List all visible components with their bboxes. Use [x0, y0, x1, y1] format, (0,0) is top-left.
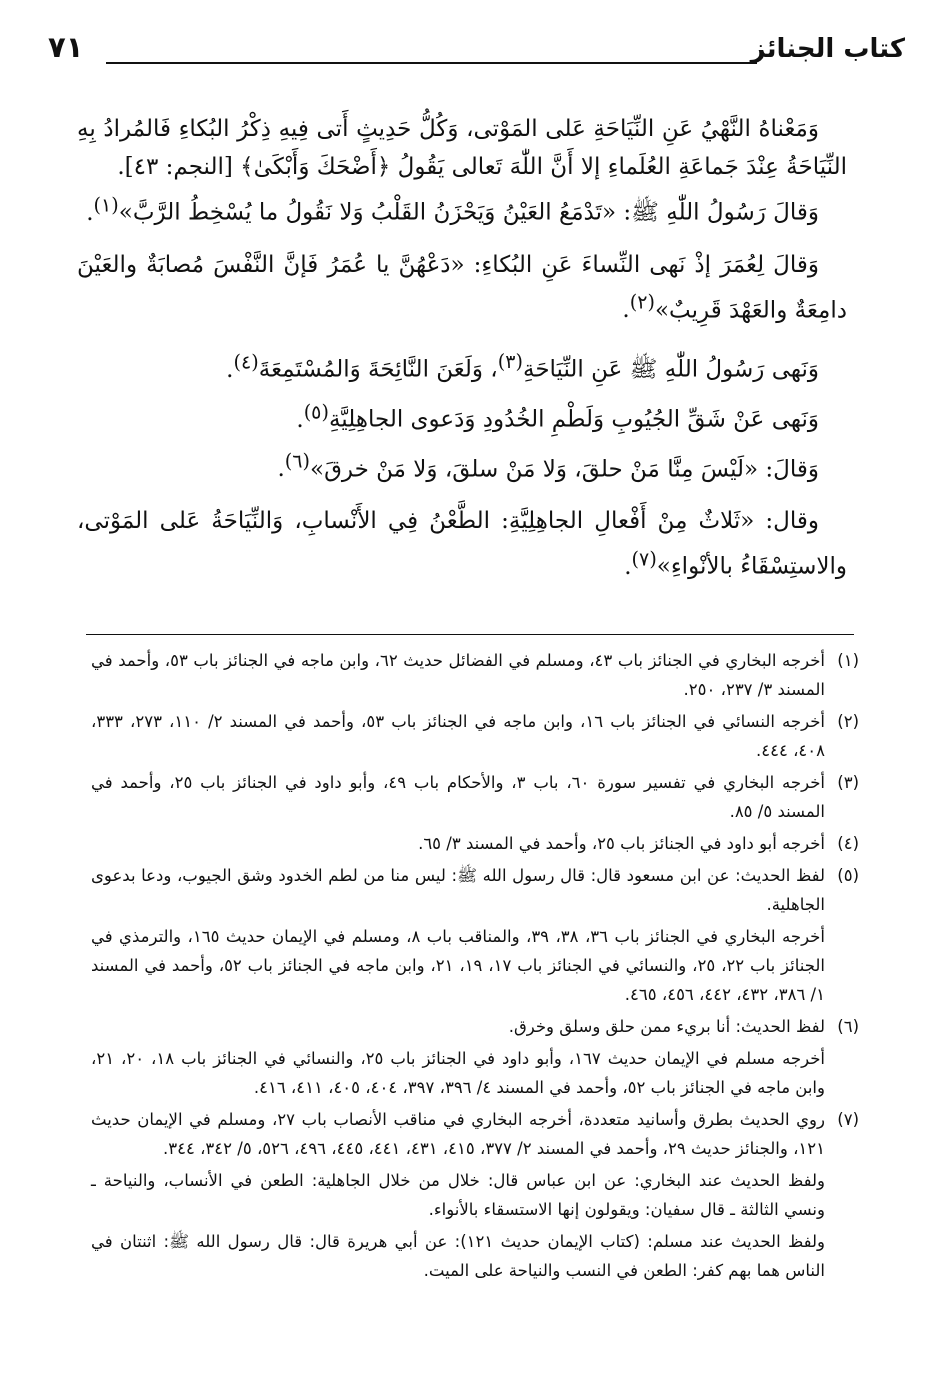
- paragraph-end: .: [296, 406, 304, 433]
- paragraph: [77, 443, 847, 489]
- paragraph-end: .: [226, 356, 234, 383]
- paragraph-text: وَقالَ لِعُمَرَ إذْ نَهى النِّساءَ عَنِ البُكاءِ: «دَعْهُنَّ يا عُمَرُ فَإنَّ النَّفْسَ مُصابَةٌ والعَيْنَ دامِعَةٌ والعَهْدَ قَرِيبٌ»: [77, 251, 847, 324]
- paragraph-text-continued: ، وَلَعَنَ النَّائِحَةَ وَالمُسْتَمِعَةَ: [258, 356, 498, 383]
- footnote-text: لفظ الحديث: عن ابن مسعود قال: قال رسول الله ﷺ: ليس منا من لطم الخدود وشق الجيوب، ودعا بدعوى الجاهلية.: [91, 866, 825, 914]
- footnote-ref: (٦): [284, 449, 311, 473]
- footnote-text: روي الحديث بطرق وأسانيد متعددة، أخرجه البخاري في مناقب الأنصاب باب ٢٧، ومسلم في الإيمان حديث ١٢١، والجنائز حديث ٢٩، وأحمد في المسند ٢/ ٣٧٧، ٤١٥، ٤٣١، ٤٤١، ٤٤٥، ٤٩٦، ٥٢٦، ٥/ ٣٤٢، ٣٤٤.: [91, 1110, 825, 1158]
- footnote-ref: (٧): [631, 547, 657, 571]
- paragraph-end: .: [117, 154, 125, 180]
- paragraph-end: .: [624, 553, 632, 580]
- paragraph-end: .: [86, 199, 94, 226]
- footnote-ref: (٢): [629, 290, 655, 314]
- paragraph-end: .: [622, 297, 630, 324]
- paragraph: [77, 246, 847, 330]
- footnote: [91, 768, 859, 826]
- footnote-number: (٤): [837, 834, 859, 853]
- footnote: [91, 861, 859, 1009]
- footnote-text: لفظ الحديث: أنا بريء ممن حلق وسلق وخرق.: [508, 1017, 825, 1036]
- paragraph-text: وَقالَ: «لَيْسَ مِنَّا مَنْ حلقَ، وَلا مَنْ سلقَ، وَلا مَنْ خرقَ»: [310, 456, 819, 483]
- chapter-title: كتاب الجنائز: [750, 34, 905, 64]
- footnotes: [91, 646, 859, 1285]
- paragraph: [77, 393, 847, 439]
- footnote-number: (١): [837, 651, 859, 670]
- footnote: [91, 646, 859, 704]
- footnote-ref: (٣): [497, 350, 523, 374]
- paragraph: [77, 502, 847, 586]
- paragraph-text: وَمَعْناهُ النَّهْيُ عَنِ النِّيَاحَةِ عَلى المَوْتى، وَكُلُّ حَدِيثٍ أَتى فِيهِ ذِكْرُ البُكاءِ فَالمُرادُ بِهِ النِّيَاحَةُ عِنْدَ جَماعَةِ العُلَماءِ إلا أَنَّ اللّٰهَ تَعالى يَقُولُ ﴿أَضْحَكَ وَأَبْكَىٰ﴾ [النجم: ٤٣]: [77, 116, 847, 180]
- paragraph-text: وَقالَ رَسُولُ اللّٰهِ ﷺ: «تَدْمَعُ العَيْنُ وَيَحْزَنُ القَلْبُ وَلا نَقُولُ ما يُسْخِطُ الرَّبَّ»: [118, 199, 819, 226]
- footnotes-separator: [86, 634, 854, 635]
- footnote-text: أخرجه البخاري في تفسير سورة ٦٠، باب ٣، والأحكام باب ٤٩، وأبو داود في الجنائز باب ٢٥، وأحمد في المسند ٥/ ٨٥.: [91, 773, 825, 821]
- footnote: [91, 707, 859, 765]
- footnote-ref: (٥): [303, 399, 329, 423]
- footnote: [91, 1105, 859, 1285]
- paragraph-text: وَنَهى رَسُولُ اللّٰهِ ﷺ عَنِ النِّيَاحَةِ: [522, 356, 819, 383]
- paragraph-text: وَنَهى عَنْ شَقِّ الجُيُوبِ وَلَطْمِ الخُدُودِ وَدَعوى الجاهِلِيَّةِ: [328, 406, 819, 433]
- footnote-number: (٥): [837, 866, 859, 885]
- footnote: [91, 829, 859, 858]
- footnote-text: أخرجه البخاري في الجنائز باب ٣٦، ٣٨، ٣٩، والمناقب باب ٨، ومسلم في الإيمان حديث ١٦٥، والترمذي في الجنائز باب ٢٢، ٢٥، والنسائي في الجنائز باب ١٧، ١٩، ٢١، وابن ماجه في الجنائز باب ٥٢، وأحمد في المسند ١/ ٣٨٦، ٤٣٢، ٤٤٢، ٤٥٦، ٤٦٥.: [91, 927, 826, 1004]
- footnote-ref: (٤): [233, 350, 259, 374]
- footnote-number: (٢): [837, 712, 859, 731]
- paragraph: [77, 343, 847, 389]
- running-header: [48, 30, 905, 70]
- footnote-text: أخرجه أبو داود في الجنائز باب ٢٥، وأحمد في المسند ٣/ ٦٥.: [418, 834, 825, 853]
- paragraph: [77, 110, 847, 186]
- footnote-text: أخرجه البخاري في الجنائز باب ٤٣، ومسلم في الفضائل حديث ٦٢، وابن ماجه في الجنائز باب ٥٣، وأحمد في المسند ٣/ ٢٣٧، ٢٥٠.: [91, 651, 825, 699]
- footnote-text: أخرجه النسائي في الجنائز باب ١٦، وابن ماجه في الجنائز باب ٥٣، وأحمد في المسند ٢/ ١١٠، ٢٧٣، ٣٣٣، ٤٠٨، ٤٤٤.: [91, 712, 825, 760]
- footnote: [91, 1012, 859, 1102]
- page-number: ٧١: [48, 30, 84, 64]
- footnote-number: (٣): [837, 773, 859, 792]
- paragraph-text: وقال: «ثَلاثٌ مِنْ أَفْعالِ الجاهِلِيَّةِ: الطَّعْنُ فِي الأَنْسابِ، وَالنِّيَاحَةُ عَلى المَوْتى، والاستِسْقَاءُ بالأنْواءِ»: [77, 508, 847, 580]
- paragraph: [77, 186, 847, 232]
- main-text: [77, 110, 847, 586]
- footnote-number: (٧): [837, 1110, 859, 1129]
- footnote-text: ولفظ الحديث عند البخاري: عن ابن عباس قال: خلال من خلال الجاهلية: الطعن في الأنساب، والنياحة ـ ونسي الثالثة ـ قال سفيان: ويقولون إنها الاستسقاء بالأنواء.: [91, 1171, 825, 1219]
- footnote-ref: (١): [93, 193, 119, 216]
- header-rule: [106, 62, 757, 64]
- paragraph-end: .: [277, 456, 285, 483]
- footnote-number: (٦): [837, 1017, 859, 1036]
- footnote-text: أخرجه مسلم في الإيمان حديث ١٦٧، وأبو داود في الجنائز باب ٢٥، والنسائي في الجنائز باب ١٨، ٢٠، ٢١، وابن ماجه في الجنائز باب ٥٢، وأحمد في المسند ٤/ ٣٩٦، ٣٩٧، ٤٠٤، ٤٠٥، ٤١١، ٤١٦.: [91, 1049, 826, 1097]
- footnote-text: ولفظ الحديث عند مسلم: (كتاب الإيمان حديث ١٢١): عن أبي هريرة قال: قال رسول الله ﷺ: اثنتان في الناس هما بهم كفر: الطعن في النسب والنياحة على الميت.: [91, 1232, 825, 1280]
